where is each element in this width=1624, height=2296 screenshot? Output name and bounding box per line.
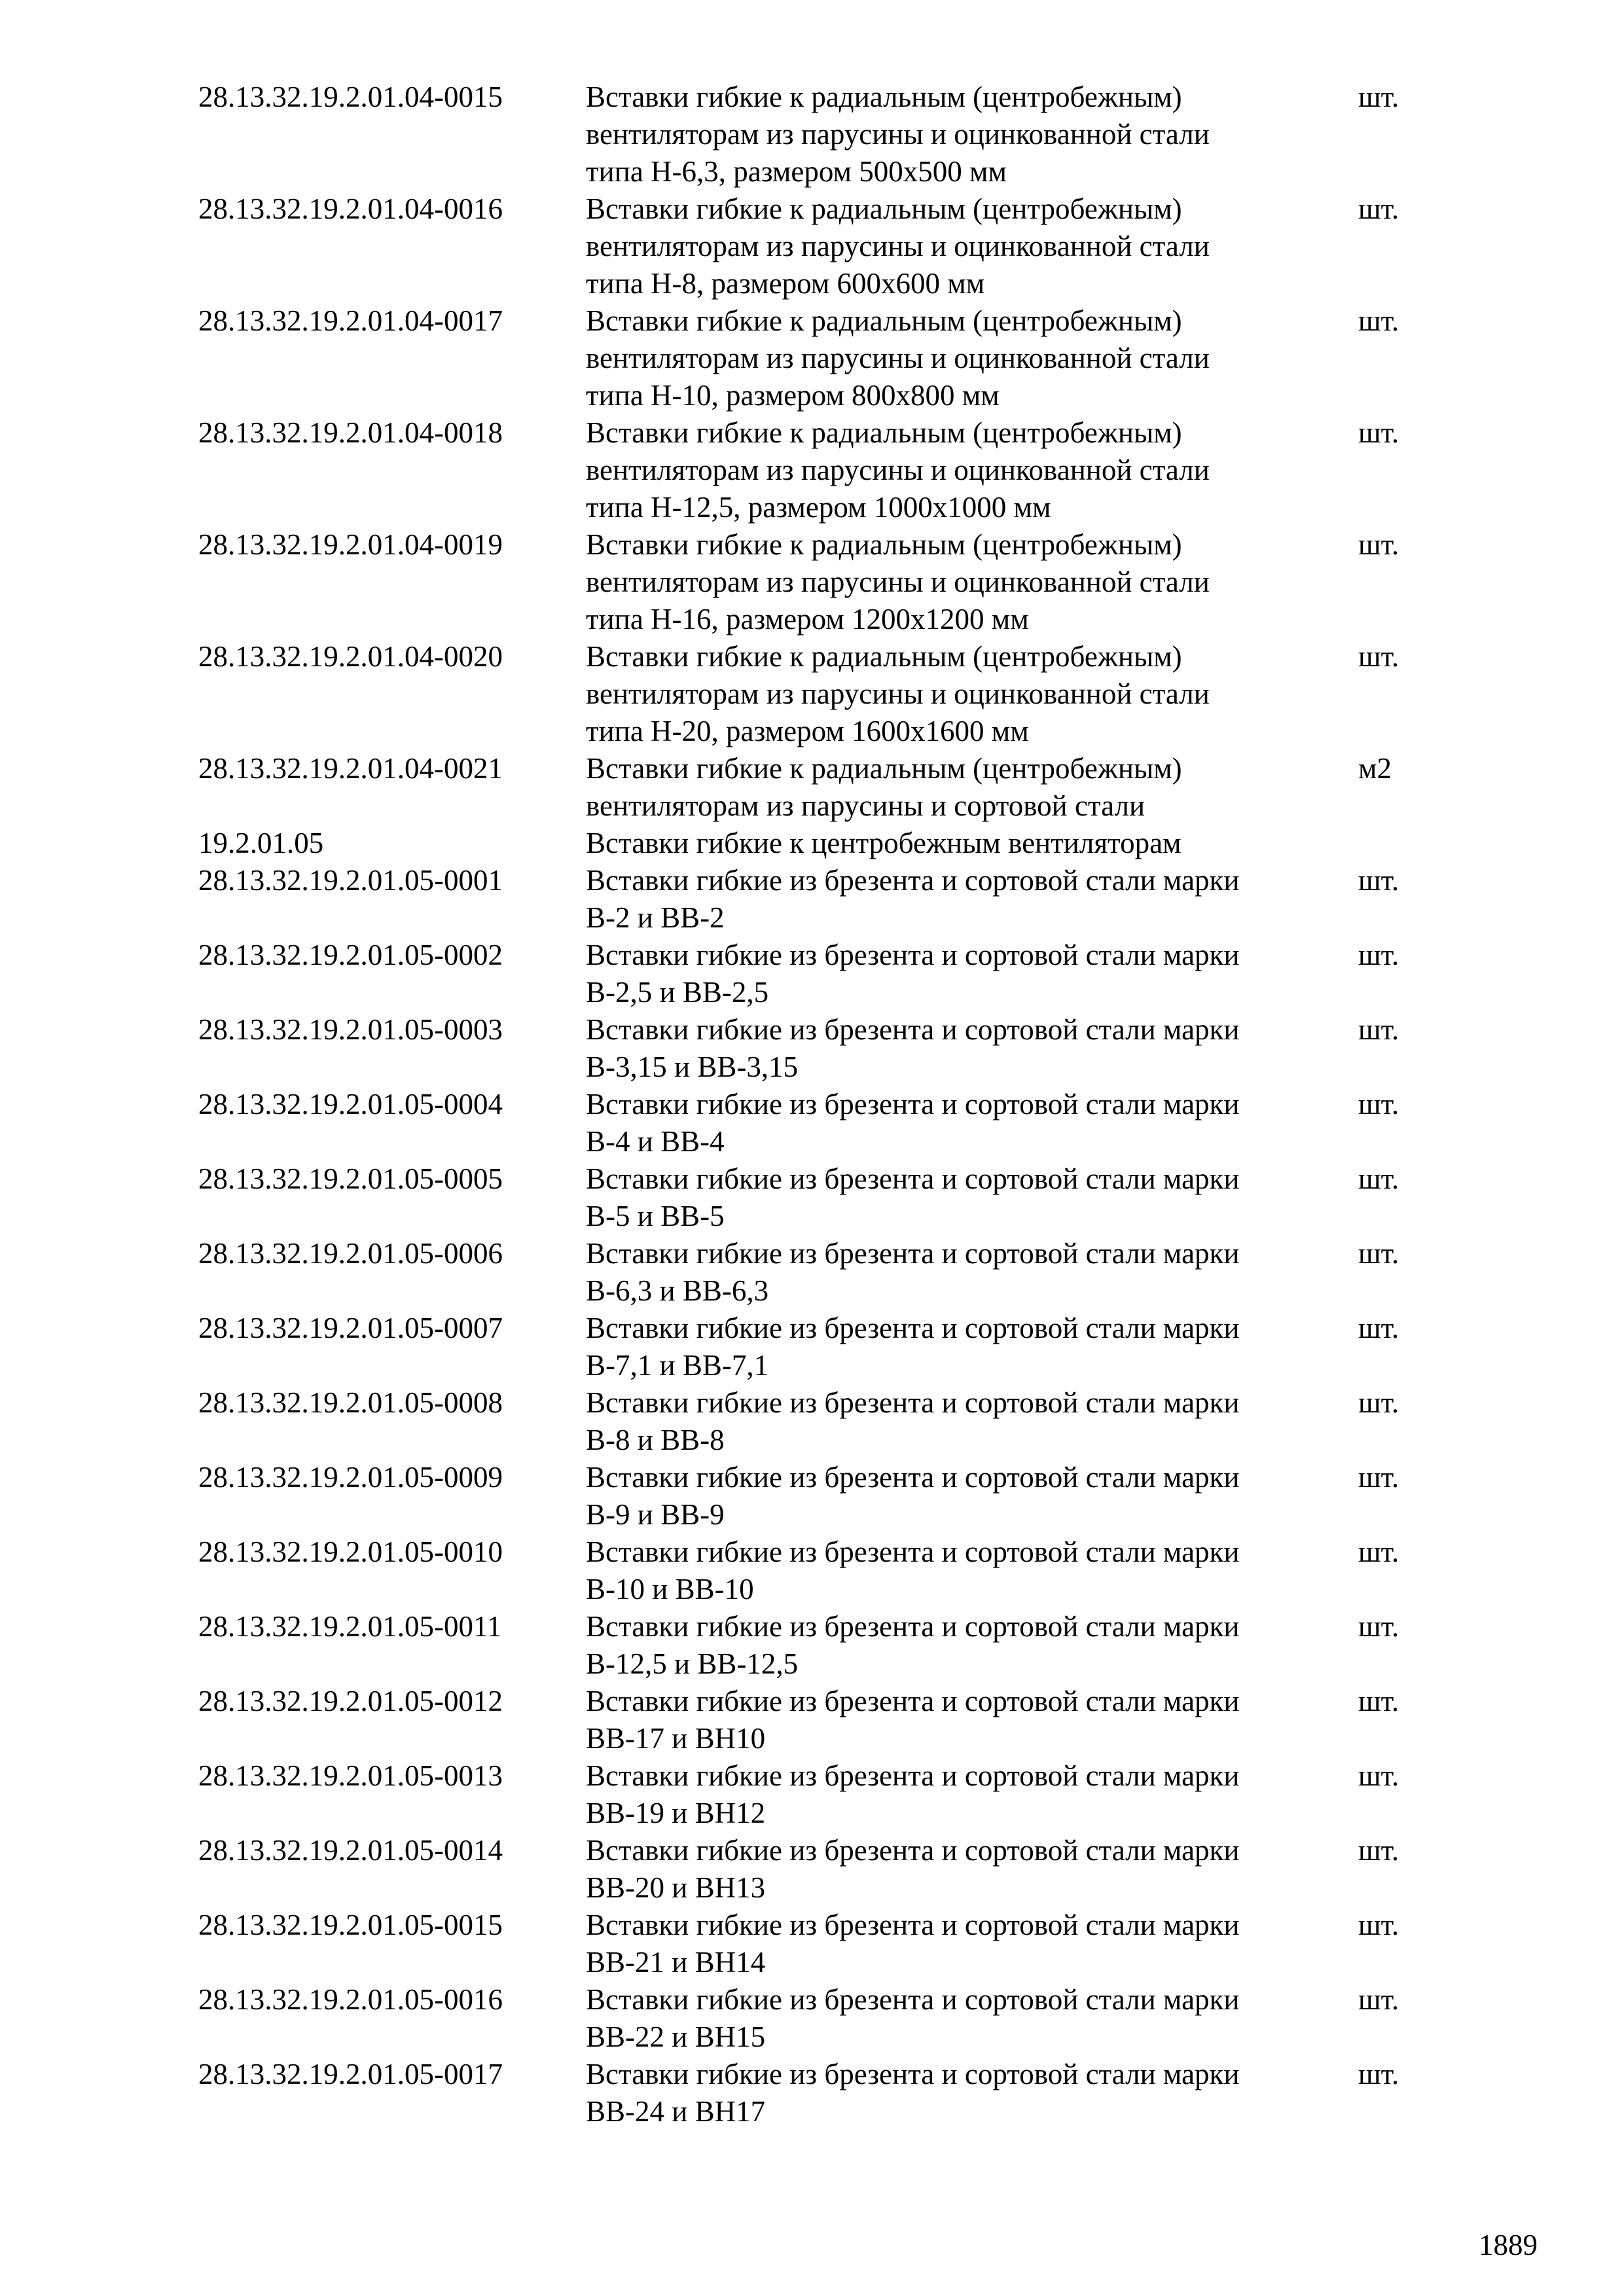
row-code: 28.13.32.19.2.01.04-0016 — [198, 192, 503, 225]
row-unit: м2 — [1358, 752, 1392, 785]
table-row — [198, 1384, 1442, 1459]
row-code: 28.13.32.19.2.01.05-0005 — [198, 1162, 503, 1195]
row-unit: шт. — [1358, 1237, 1399, 1270]
row-code: 28.13.32.19.2.01.05-0001 — [198, 864, 503, 897]
row-code: 28.13.32.19.2.01.05-0010 — [198, 1535, 503, 1568]
row-code: 28.13.32.19.2.01.05-0008 — [198, 1386, 503, 1419]
table-row — [198, 1608, 1442, 1683]
row-unit: шт. — [1358, 1535, 1399, 1568]
row-unit: шт. — [1358, 864, 1399, 897]
row-unit: шт. — [1358, 528, 1399, 561]
row-code: 28.13.32.19.2.01.04-0021 — [198, 752, 503, 785]
row-unit: шт. — [1358, 2058, 1399, 2090]
row-unit: шт. — [1358, 81, 1399, 113]
row-name: Вставки гибкие из брезента и сортовой стали марки ВВ-20 и ВН13 — [586, 1834, 1240, 1904]
row-name: Вставки гибкие из брезента и сортовой стали марки В-6,3 и ВВ-6,3 — [586, 1237, 1240, 1307]
table-row — [198, 1086, 1442, 1160]
table-row — [198, 1011, 1442, 1086]
table-row — [198, 1683, 1442, 1757]
row-name: Вставки гибкие из брезента и сортовой стали марки В-5 и ВВ-5 — [586, 1162, 1240, 1232]
table-row — [198, 1235, 1442, 1310]
row-name: Вставки гибкие из брезента и сортовой стали марки В-8 и ВВ-8 — [586, 1386, 1240, 1456]
row-unit: шт. — [1358, 1312, 1399, 1344]
table-row — [198, 1832, 1442, 1907]
section-name: Вставки гибкие к центробежным вентиляторам — [586, 827, 1182, 859]
table-row — [198, 862, 1442, 937]
row-unit: шт. — [1358, 1013, 1399, 1046]
table-row — [198, 937, 1442, 1011]
row-name: Вставки гибкие к радиальным (центробежным) вентиляторам из парусины и оцинкованной стали типа Н-10, размером 800х800 мм — [586, 304, 1210, 412]
table-row — [198, 638, 1442, 750]
row-code: 28.13.32.19.2.01.05-0004 — [198, 1088, 503, 1121]
row-name: Вставки гибкие из брезента и сортовой стали марки ВВ-21 и ВН14 — [586, 1909, 1240, 1979]
row-unit: шт. — [1358, 1610, 1399, 1643]
row-code: 28.13.32.19.2.01.04-0017 — [198, 304, 503, 337]
table-row — [198, 79, 1442, 190]
row-unit: шт. — [1358, 192, 1399, 225]
row-name: Вставки гибкие из брезента и сортовой стали марки ВВ-22 и ВН15 — [586, 1983, 1240, 2053]
row-name: Вставки гибкие из брезента и сортовой стали марки В-2 и ВВ-2 — [586, 864, 1240, 934]
row-unit: шт. — [1358, 1386, 1399, 1419]
row-code: 28.13.32.19.2.01.05-0013 — [198, 1759, 503, 1792]
row-unit: шт. — [1358, 640, 1399, 673]
table-row — [198, 1907, 1442, 1981]
row-name: Вставки гибкие к радиальным (центробежным) вентиляторам из парусины и оцинкованной стали типа Н-6,3, размером 500х500 мм — [586, 81, 1210, 188]
table-row — [198, 526, 1442, 638]
table-row — [198, 1160, 1442, 1235]
row-code: 28.13.32.19.2.01.04-0018 — [198, 416, 503, 449]
row-name: Вставки гибкие из брезента и сортовой стали марки В-2,5 и ВВ-2,5 — [586, 939, 1240, 1009]
table-row — [198, 190, 1442, 302]
table-row — [198, 2056, 1442, 2130]
row-name: Вставки гибкие к радиальным (центробежным) вентиляторам из парусины и сортовой стали — [586, 752, 1182, 822]
table-row — [198, 414, 1442, 526]
section-code: 19.2.01.05 — [198, 827, 324, 859]
page-number: 1889 — [1479, 2229, 1538, 2261]
row-code: 28.13.32.19.2.01.04-0015 — [198, 81, 503, 113]
row-name: Вставки гибкие из брезента и сортовой стали марки В-12,5 и ВВ-12,5 — [586, 1610, 1240, 1680]
row-unit: шт. — [1358, 1909, 1399, 1941]
row-code: 28.13.32.19.2.01.05-0015 — [198, 1909, 503, 1941]
row-unit: шт. — [1358, 1834, 1399, 1867]
row-code: 28.13.32.19.2.01.04-0020 — [198, 640, 503, 673]
row-unit: шт. — [1358, 1461, 1399, 1494]
row-code: 28.13.32.19.2.01.05-0003 — [198, 1013, 503, 1046]
row-code: 28.13.32.19.2.01.05-0011 — [198, 1610, 502, 1643]
row-name: Вставки гибкие к радиальным (центробежным) вентиляторам из парусины и оцинкованной стали типа Н-8, размером 600х600 мм — [586, 192, 1210, 300]
row-code: 28.13.32.19.2.01.05-0014 — [198, 1834, 503, 1867]
row-unit: шт. — [1358, 939, 1399, 971]
row-name: Вставки гибкие из брезента и сортовой стали марки В-10 и ВВ-10 — [586, 1535, 1240, 1605]
row-name: Вставки гибкие к радиальным (центробежным) вентиляторам из парусины и оцинкованной стали типа Н-20, размером 1600х1600 мм — [586, 640, 1210, 747]
table-row — [198, 1757, 1442, 1832]
row-unit: шт. — [1358, 304, 1399, 337]
row-name: Вставки гибкие из брезента и сортовой стали марки ВВ-17 и ВН10 — [586, 1685, 1240, 1755]
row-name: Вставки гибкие из брезента и сортовой стали марки В-9 и ВВ-9 — [586, 1461, 1240, 1531]
table-row — [198, 1459, 1442, 1534]
row-code: 28.13.32.19.2.01.05-0012 — [198, 1685, 503, 1717]
table-row — [198, 1310, 1442, 1384]
table-row — [198, 1534, 1442, 1608]
row-code: 28.13.32.19.2.01.05-0016 — [198, 1983, 503, 2016]
row-name: Вставки гибкие из брезента и сортовой стали марки ВВ-24 и ВН17 — [586, 2058, 1240, 2128]
row-name: Вставки гибкие из брезента и сортовой стали марки В-4 и ВВ-4 — [586, 1088, 1240, 1158]
row-unit: шт. — [1358, 1983, 1399, 2016]
row-unit: шт. — [1358, 416, 1399, 449]
price-list-table — [198, 79, 1442, 2130]
row-code: 28.13.32.19.2.01.05-0009 — [198, 1461, 503, 1494]
row-name: Вставки гибкие из брезента и сортовой стали марки В-3,15 и ВВ-3,15 — [586, 1013, 1240, 1083]
row-name: Вставки гибкие к радиальным (центробежным) вентиляторам из парусины и оцинкованной стали типа Н-16, размером 1200х1200 мм — [586, 528, 1210, 636]
row-code: 28.13.32.19.2.01.05-0002 — [198, 939, 503, 971]
row-unit: шт. — [1358, 1088, 1399, 1121]
table-row — [198, 302, 1442, 414]
row-code: 28.13.32.19.2.01.05-0017 — [198, 2058, 503, 2090]
table-row — [198, 1981, 1442, 2056]
table-row — [198, 750, 1442, 825]
row-unit: шт. — [1358, 1162, 1399, 1195]
row-code: 28.13.32.19.2.01.04-0019 — [198, 528, 503, 561]
section-header-row — [198, 825, 1442, 862]
row-unit: шт. — [1358, 1685, 1399, 1717]
row-name: Вставки гибкие к радиальным (центробежным) вентиляторам из парусины и оцинкованной стали типа Н-12,5, размером 1000х1000 мм — [586, 416, 1210, 524]
row-name: Вставки гибкие из брезента и сортовой стали марки ВВ-19 и ВН12 — [586, 1759, 1240, 1829]
row-code: 28.13.32.19.2.01.05-0007 — [198, 1312, 503, 1344]
row-name: Вставки гибкие из брезента и сортовой стали марки В-7,1 и ВВ-7,1 — [586, 1312, 1240, 1382]
row-code: 28.13.32.19.2.01.05-0006 — [198, 1237, 503, 1270]
row-unit: шт. — [1358, 1759, 1399, 1792]
